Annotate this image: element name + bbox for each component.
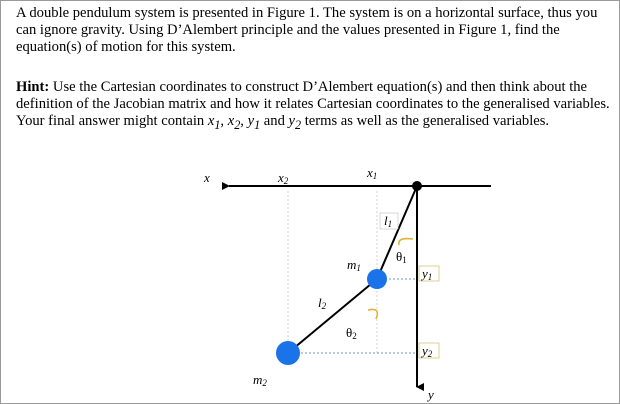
mass-1 xyxy=(367,269,387,289)
l1-label: l1 xyxy=(384,213,393,229)
mass-2 xyxy=(276,341,300,365)
y1-label: y1 xyxy=(422,266,433,282)
m1-label: m1 xyxy=(347,257,361,273)
x-axis-label: x xyxy=(204,170,210,185)
x1-label: x1 xyxy=(367,165,378,181)
hint-label: Hint: xyxy=(16,79,50,95)
theta2-arc xyxy=(368,309,377,319)
m2-label: m2 xyxy=(253,372,267,388)
theta2-label: θ2 xyxy=(346,325,357,341)
y-axis-label: y xyxy=(428,387,434,402)
y2-label: y2 xyxy=(422,343,433,359)
x2-label: x2 xyxy=(278,170,289,186)
rod-2 xyxy=(288,279,377,353)
double-pendulum-figure xyxy=(1,1,620,404)
question-intro: A double pendulum system is presented in Figure 1. The system is on a horizontal surface, thus you can ignore gravity. Using D’Alembert principle and the values presented in Figure 1, find the equation(s) of motion for this system. xyxy=(16,5,598,56)
rod-1 xyxy=(377,186,417,279)
theta1-arc xyxy=(399,239,413,245)
hint-paragraph: Hint: Use the Cartesian coordinates to construct D’Alembert equation(s) and then think about the definition of the Jacobian matrix and how it relates Cartesian coordinates to the generalised variables. Your final answer might contain $x_1$, $x_2$, $y_1$ and $y_2$ terms as well as the generalised variables. xyxy=(16,79,610,133)
l2-label: l2 xyxy=(318,295,327,311)
theta1-label: θ1 xyxy=(396,249,407,265)
